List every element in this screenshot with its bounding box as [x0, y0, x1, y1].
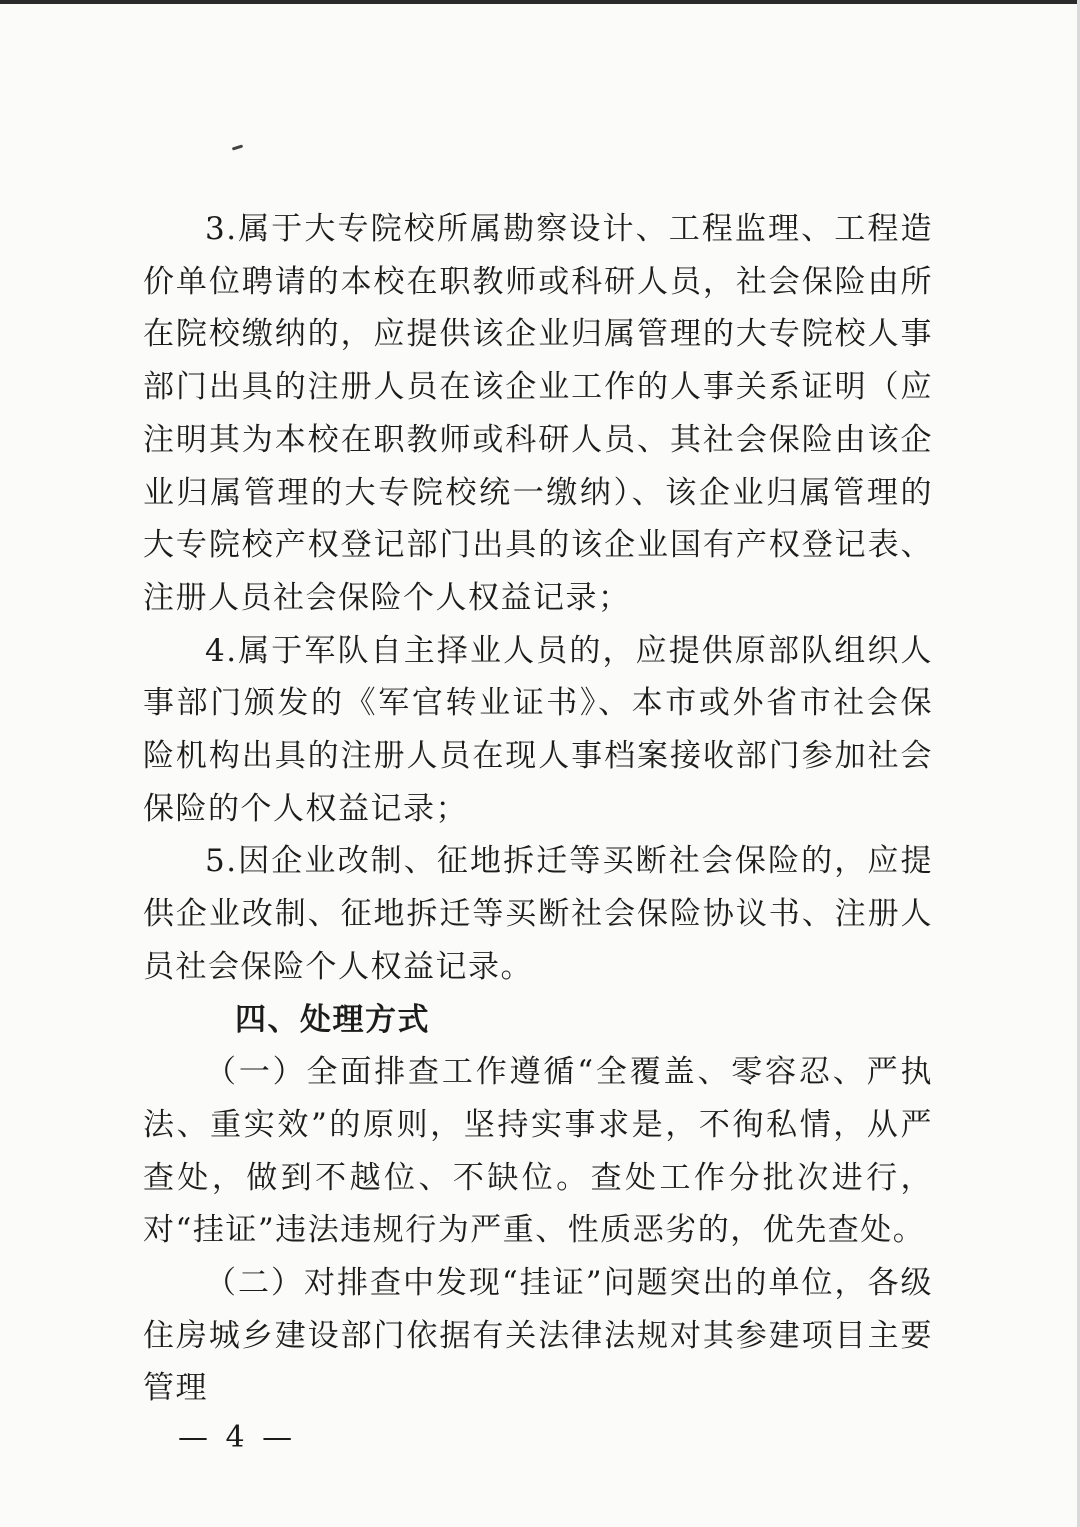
scan-top-edge [0, 0, 1080, 4]
paragraph-item-3: 3.属于大专院校所属勘察设计、工程监理、工程造价单位聘请的本校在职教师或科研人员，社会保险由所在院校缴纳的，应提供该企业归属管理的大专院校人事部门出具的注册人员在该企业工作的人事关系证明（应注明其为本校在职教师或科研人员、其社会保险由该企业归属管理的大专院校统一缴纳）、该企业归属管理的大专院校产权登记部门出具的该企业国有产权登记表、注册人员社会保险个人权益记录； [143, 211, 933, 616]
section-heading: 四、处理方式 [235, 1001, 430, 1038]
paragraph-item-4: 4.属于军队自主择业人员的，应提供原部队组织人事部门颁发的《军官转业证书》、本市或外省市社会保险机构出具的注册人员在现人事档案接收部门参加社会保险的个人权益记录； [143, 632, 933, 827]
scan-speck-mark [232, 144, 243, 150]
page-number: — 4 — [178, 1420, 297, 1455]
document-body [143, 203, 933, 1415]
paragraph-section-1: （一）全面排查工作遵循“全覆盖、零容忍、严执法、重实效”的原则，坚持实事求是，不徇私情，从严查处，做到不越位、不缺位。查处工作分批次进行，对“挂证”违法违规行为严重、性质恶劣的，优先查处。 [143, 1054, 933, 1249]
paragraph-section-2: （二）对排查中发现“挂证”问题突出的单位，各级住房城乡建设部门依据有关法律法规对其参建项目主要管理 [143, 1265, 933, 1407]
paragraph-item-5: 5.因企业改制、征地拆迁等买断社会保险的，应提供企业改制、征地拆迁等买断社会保险协议书、注册人员社会保险个人权益记录。 [143, 843, 933, 985]
